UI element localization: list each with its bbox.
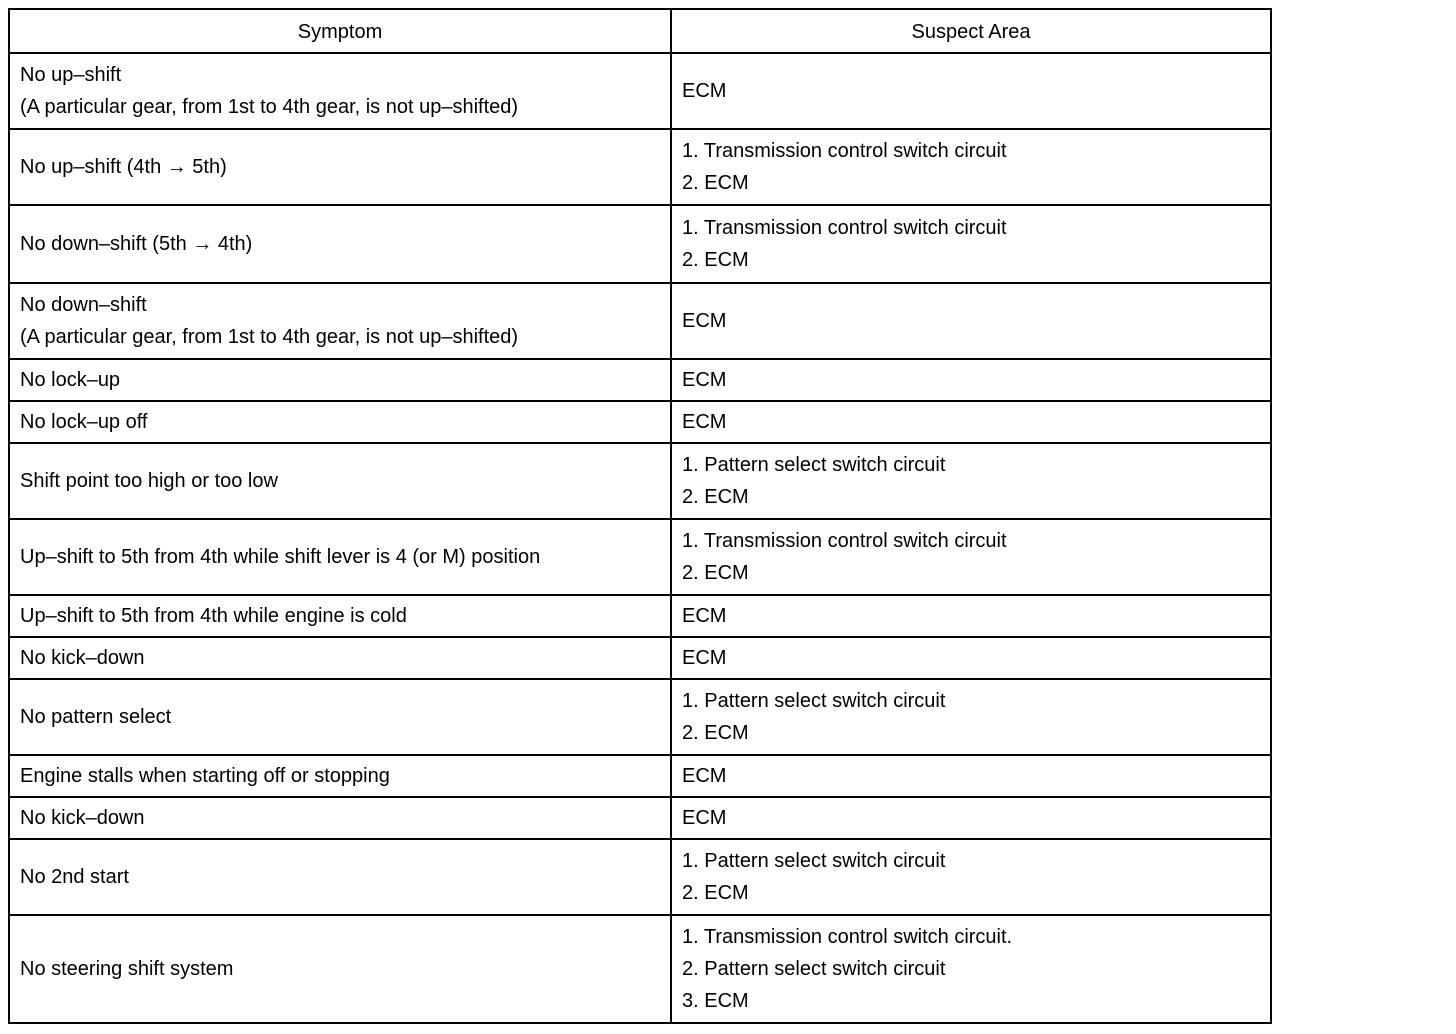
suspect-area-cell: [671, 359, 1271, 401]
symptom-cell: [9, 443, 671, 519]
symptom-text: No down–shift (5th → 4th): [20, 233, 253, 255]
symptom-cell: [9, 401, 671, 443]
header-symptom: Symptom: [9, 9, 671, 53]
symptom-text: No up–shift: [20, 64, 122, 86]
symptom-text: Engine stalls when starting off or stopping: [20, 765, 390, 787]
suspect-area-text: 3. ECM: [682, 990, 749, 1012]
table-row: [9, 915, 1271, 1023]
symptom-text: No lock–up off: [20, 411, 148, 433]
table-row: [9, 839, 1271, 915]
suspect-area-text: 1. Pattern select switch circuit: [682, 454, 946, 476]
table-row: [9, 755, 1271, 797]
suspect-area-text: ECM: [682, 310, 727, 332]
table-header-row: [9, 9, 1271, 53]
symptom-text: No down–shift: [20, 294, 147, 316]
suspect-area-cell: [671, 283, 1271, 359]
symptom-cell: [9, 637, 671, 679]
symptom-cell: [9, 595, 671, 637]
table-row: [9, 205, 1271, 283]
table-body: [9, 53, 1271, 1023]
suspect-area-text: 2. ECM: [682, 882, 749, 904]
suspect-area-text: 2. ECM: [682, 562, 749, 584]
suspect-area-text: 1. Transmission control switch circuit: [682, 530, 1007, 552]
symptom-text: Up–shift to 5th from 4th while engine is cold: [20, 605, 407, 627]
symptom-cell: [9, 283, 671, 359]
symptom-cell: [9, 359, 671, 401]
suspect-area-cell: [671, 679, 1271, 755]
table-row: [9, 519, 1271, 595]
suspect-area-cell: [671, 443, 1271, 519]
suspect-area-text: 2. ECM: [682, 249, 749, 271]
symptom-text: No pattern select: [20, 706, 172, 728]
symptom-cell: [9, 679, 671, 755]
suspect-area-text: 2. Pattern select switch circuit: [682, 958, 946, 980]
header-suspect-area: Suspect Area: [671, 9, 1271, 53]
symptom-cell: [9, 129, 671, 205]
table-row: [9, 443, 1271, 519]
suspect-area-text: 2. ECM: [682, 172, 749, 194]
suspect-area-text: ECM: [682, 605, 727, 627]
suspect-area-text: 2. ECM: [682, 486, 749, 508]
symptom-cell: [9, 797, 671, 839]
table-row: [9, 679, 1271, 755]
table-row: [9, 595, 1271, 637]
symptom-text: (A particular gear, from 1st to 4th gear, is not up–shifted): [20, 96, 519, 118]
table-row: [9, 359, 1271, 401]
symptom-text: Shift point too high or too low: [20, 470, 278, 492]
suspect-area-text: 1. Pattern select switch circuit: [682, 850, 946, 872]
table-row: [9, 797, 1271, 839]
suspect-area-text: ECM: [682, 807, 727, 829]
symptom-text: No steering shift system: [20, 958, 234, 980]
symptom-text: No 2nd start: [20, 866, 129, 888]
table-row: [9, 401, 1271, 443]
suspect-area-cell: [671, 401, 1271, 443]
document-page: [8, 8, 1272, 1024]
suspect-area-text: 1. Transmission control switch circuit: [682, 217, 1007, 239]
symptom-text: No up–shift (4th → 5th): [20, 156, 227, 178]
suspect-area-text: 2. ECM: [682, 722, 749, 744]
suspect-area-text: 1. Pattern select switch circuit: [682, 690, 946, 712]
table-row: [9, 283, 1271, 359]
suspect-area-cell: [671, 205, 1271, 283]
symptom-cell: [9, 519, 671, 595]
table-row: [9, 129, 1271, 205]
table-row: [9, 637, 1271, 679]
suspect-area-text: ECM: [682, 647, 727, 669]
symptom-text: No kick–down: [20, 807, 145, 829]
symptom-text: No kick–down: [20, 647, 145, 669]
symptom-cell: [9, 755, 671, 797]
symptom-cell: [9, 205, 671, 283]
suspect-area-cell: [671, 129, 1271, 205]
symptom-cell: [9, 839, 671, 915]
symptom-text: (A particular gear, from 1st to 4th gear, is not up–shifted): [20, 326, 519, 348]
table-row: [9, 53, 1271, 129]
suspect-area-text: 1. Transmission control switch circuit.: [682, 926, 1013, 948]
suspect-area-cell: [671, 755, 1271, 797]
symptom-table: [8, 8, 1272, 1024]
symptom-cell: [9, 53, 671, 129]
suspect-area-cell: [671, 519, 1271, 595]
suspect-area-cell: [671, 637, 1271, 679]
suspect-area-cell: [671, 839, 1271, 915]
suspect-area-text: 1. Transmission control switch circuit: [682, 140, 1007, 162]
suspect-area-cell: [671, 915, 1271, 1023]
symptom-text: Up–shift to 5th from 4th while shift lever is 4 (or M) position: [20, 546, 541, 568]
suspect-area-text: ECM: [682, 411, 727, 433]
symptom-cell: [9, 915, 671, 1023]
suspect-area-cell: [671, 53, 1271, 129]
suspect-area-text: ECM: [682, 80, 727, 102]
symptom-text: No lock–up: [20, 369, 121, 391]
suspect-area-text: ECM: [682, 369, 727, 391]
suspect-area-cell: [671, 595, 1271, 637]
suspect-area-cell: [671, 797, 1271, 839]
suspect-area-text: ECM: [682, 765, 727, 787]
